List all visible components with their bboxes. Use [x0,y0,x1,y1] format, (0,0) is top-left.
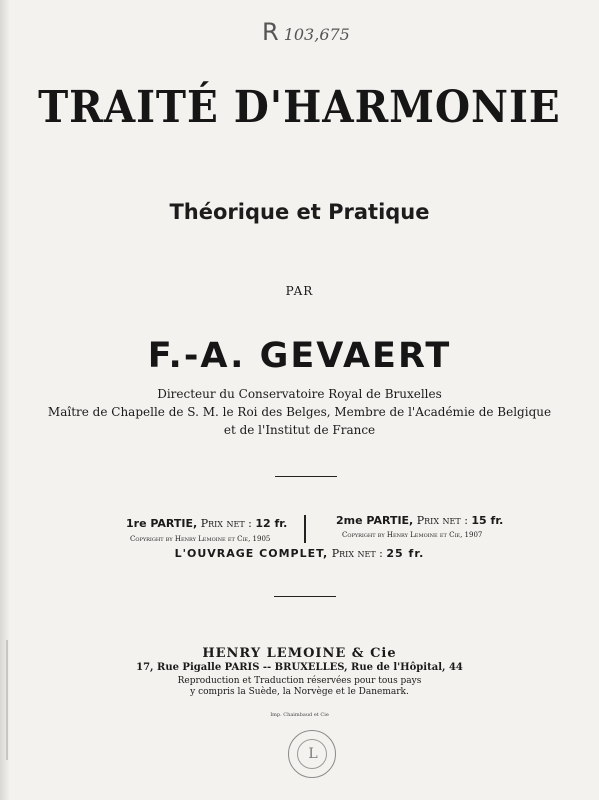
rights-line-1: Reproduction et Traduction réservées pour tous pays [177,676,422,686]
shelfmark-letter: R [262,18,280,46]
complete-work-price [0,547,599,560]
complete-work-price-value: 25 fr. [386,547,425,560]
part-2-copyright: Copyright by Henry Lemoine et Cie, 1907 [342,531,483,539]
publisher-name: HENRY LEMOINE & Cie [202,646,397,661]
author-title-line-2: Maître de Chapelle de S. M. le Roi des Belges, Membre de l'Académie de Belgique [47,405,552,419]
part-1-price-label: Prix net : [200,517,256,530]
part-2-label: 2me PARTIE, [336,514,414,527]
part-2-price [336,514,503,527]
publisher-address: 17, Rue Pigalle PARIS -- BRUXELLES, Rue de l'Hôpital, 44 [136,662,463,673]
parts-divider [304,515,306,543]
by-label: PAR [285,284,314,298]
part-1-price [126,517,287,530]
part-1-price-value: 12 fr. [255,517,288,530]
author-title-line-1: Directeur du Conservatoire Royal de Bruxelles [157,387,442,401]
part-1-label: 1re PARTIE, [126,517,198,530]
separator-rule-2 [274,596,336,597]
library-stamp-letter: L [308,746,318,762]
rights-line-2: y compris la Suède, la Norvège et le Danemark. [190,687,409,697]
complete-work-label: L'OUVRAGE COMPLET, [174,547,329,560]
library-stamp-inner [297,739,327,769]
library-stamp [288,730,336,778]
printer-imprint: Imp. Chaimbaud et Cie [270,712,329,718]
shelfmark-stamp [262,18,350,46]
author-title-line-3: et de l'Institut de France [223,423,376,437]
book-title: TRAITÉ D'HARMONIE [38,82,561,133]
part-1-copyright: Copyright by Henry Lemoine et Cie, 1905 [130,535,271,543]
part-2-price-value: 15 fr. [471,514,504,527]
author-name: F.-A. GEVAERT [147,336,452,376]
separator-rule [275,476,337,477]
book-subtitle: Théorique et Pratique [169,200,430,224]
shelfmark-number: 103,675 [283,25,350,44]
complete-work-price-label: Prix net : [331,547,387,560]
part-2-price-label: Prix net : [416,514,472,527]
